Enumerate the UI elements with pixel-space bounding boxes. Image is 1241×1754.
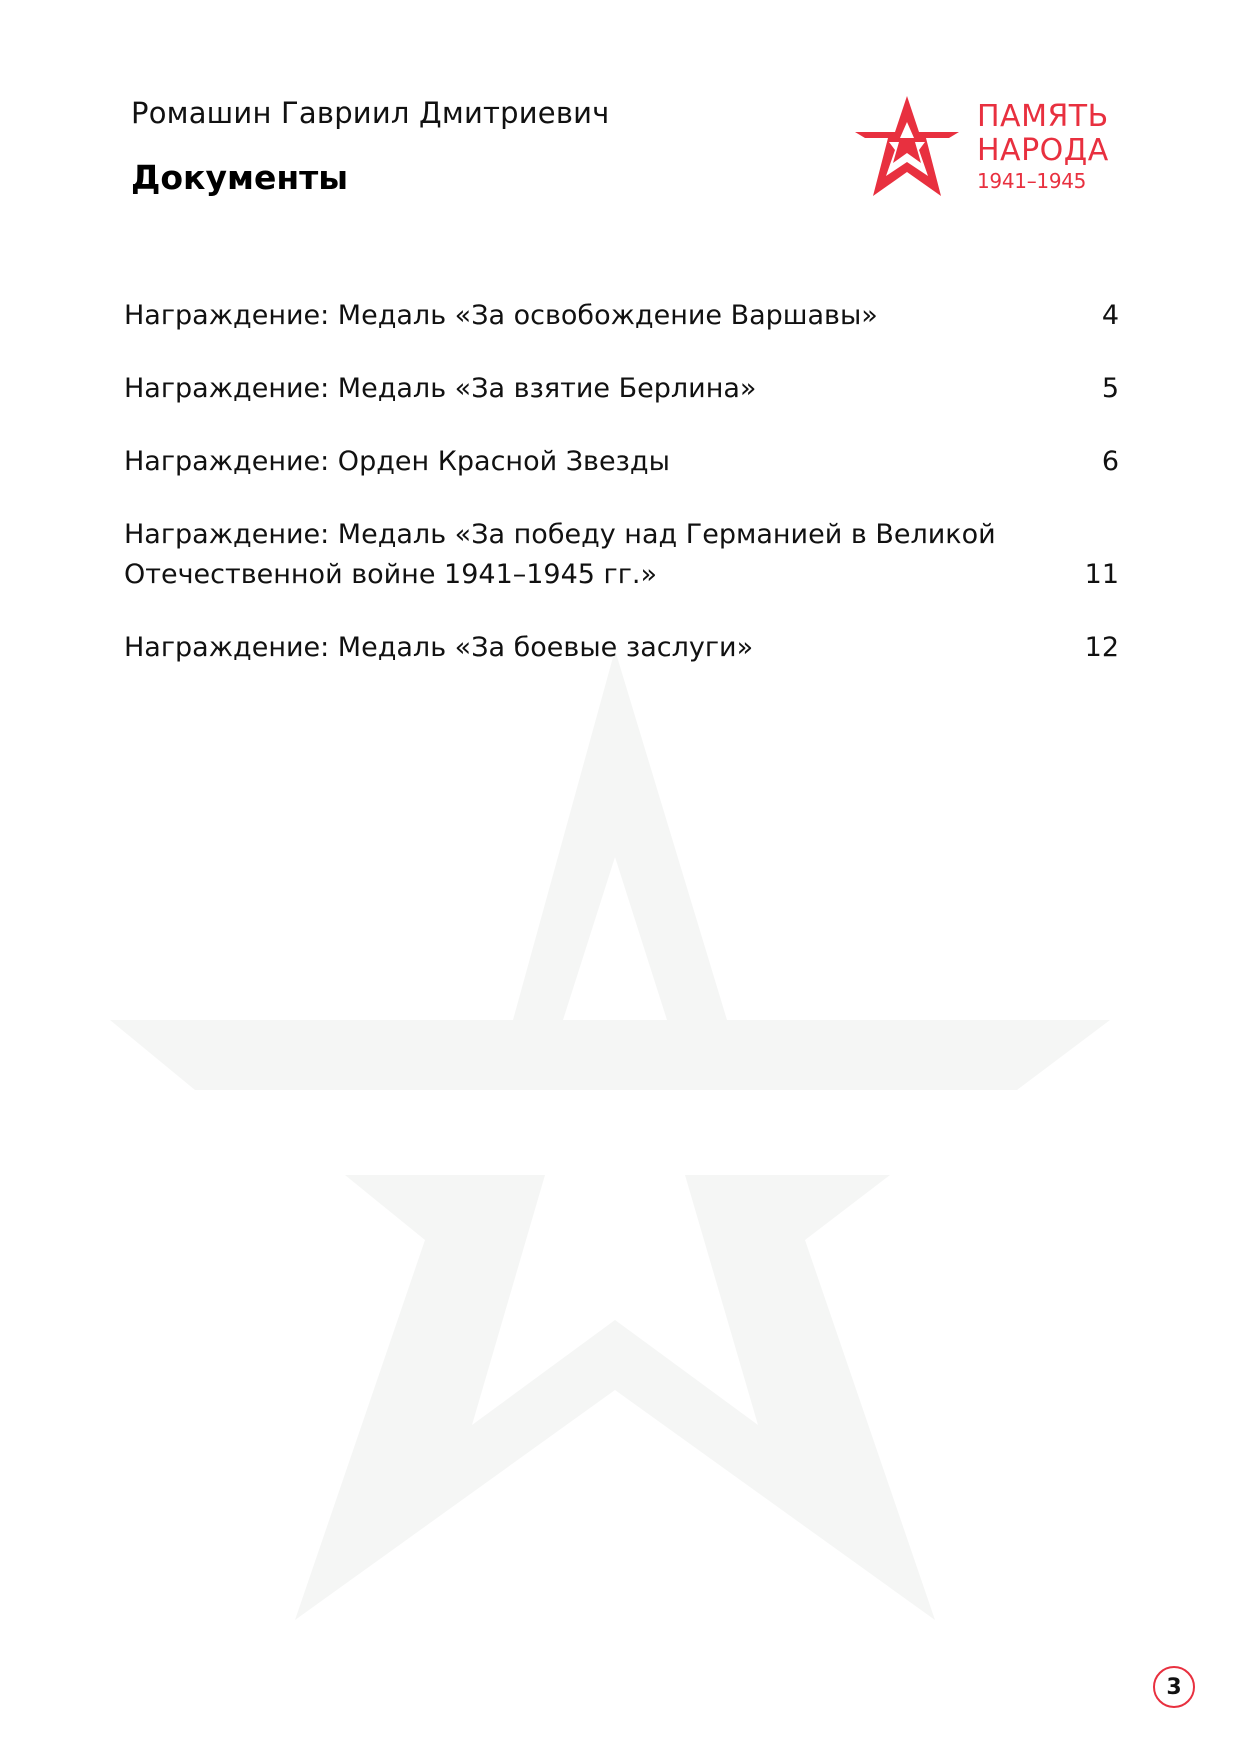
toc-entry-page: 12 xyxy=(1084,632,1119,663)
pamyat-naroda-logo xyxy=(855,96,1115,196)
toc-entry-title: Награждение: Медаль «За взятие Берлина» xyxy=(124,373,757,404)
toc-entry[interactable] xyxy=(124,296,1119,336)
toc-entry[interactable] xyxy=(124,628,1119,668)
logo-line-2: НАРОДА xyxy=(977,133,1109,168)
page-number-badge: 3 xyxy=(1153,1666,1195,1708)
person-name: Ромашин Гавриил Дмитриевич xyxy=(131,96,610,130)
star-watermark-icon xyxy=(110,650,1120,1620)
toc-entry-title: Награждение: Медаль «За победу над Германией в Великой Отечественной войне 1941–1945 гг.» xyxy=(124,519,996,590)
table-of-contents xyxy=(124,296,1119,701)
logo-line-1: ПАМЯТЬ xyxy=(977,99,1109,134)
section-title: Документы xyxy=(131,158,349,197)
red-star-icon xyxy=(855,96,960,196)
logo-text xyxy=(977,100,1109,194)
logo-years: 1941–1945 xyxy=(977,169,1087,193)
toc-entry[interactable] xyxy=(124,442,1119,482)
toc-entry-page: 5 xyxy=(1101,373,1119,404)
toc-entry-title: Награждение: Медаль «За боевые заслуги» xyxy=(124,632,754,663)
toc-entry-title: Награждение: Орден Красной Звезды xyxy=(124,446,670,477)
toc-entry-page: 6 xyxy=(1101,446,1119,477)
toc-entry[interactable] xyxy=(124,515,1119,595)
toc-entry-page: 4 xyxy=(1101,300,1119,331)
toc-entry[interactable] xyxy=(124,369,1119,409)
toc-entry-title: Награждение: Медаль «За освобождение Варшавы» xyxy=(124,300,878,331)
toc-entry-page: 11 xyxy=(1084,559,1119,590)
